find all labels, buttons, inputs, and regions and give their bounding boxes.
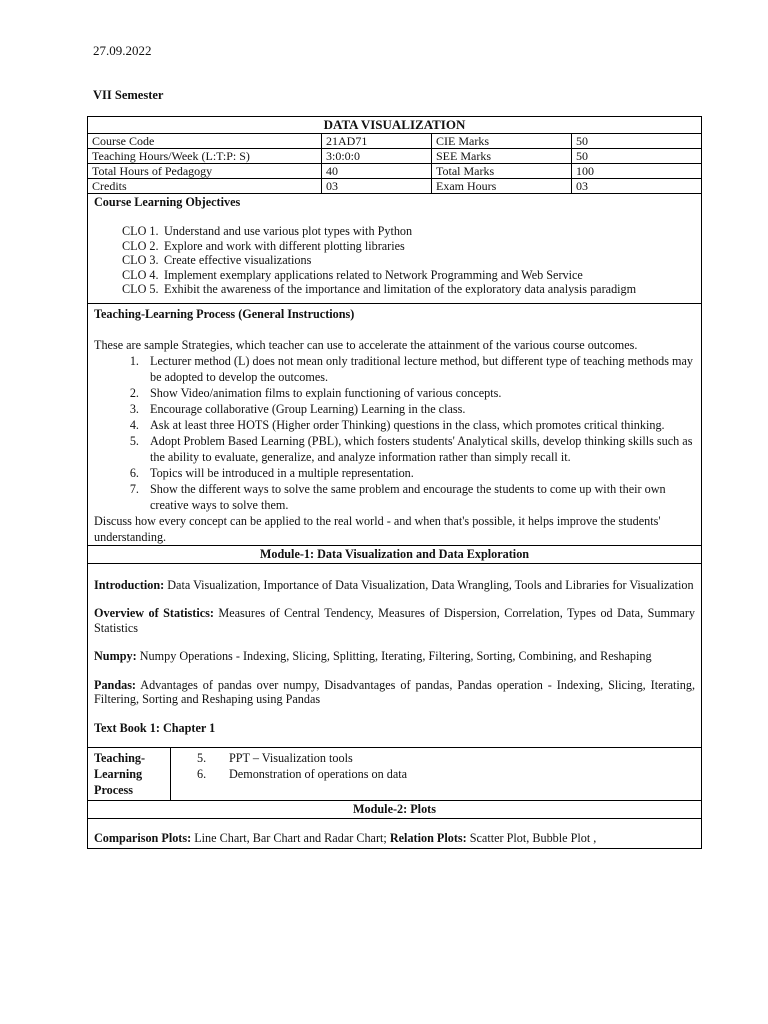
- list-item: [122, 239, 695, 254]
- topic-text: Advantages of pandas over numpy, Disadvantages of pandas, Pandas operation - Indexing, Slicing, Iterating, Filtering, Sorting and Reshaping using Pandas: [94, 677, 695, 706]
- table-cell: Credits: [88, 179, 322, 194]
- module1-introduction: [94, 578, 695, 593]
- list-item: [122, 224, 695, 239]
- list-item: [177, 750, 407, 766]
- topic-label: Comparison Plots:: [94, 831, 192, 845]
- table-cell: 40: [322, 164, 432, 179]
- list-item: 2. Show Video/animation films to explain functioning of various concepts.: [142, 385, 695, 401]
- table-cell: Teaching Hours/Week (L:T:P: S): [88, 149, 322, 164]
- list-item: [122, 253, 695, 268]
- clo-list: [122, 224, 695, 297]
- table-cell: SEE Marks: [432, 149, 572, 164]
- list-item: [122, 268, 695, 283]
- list-item: 4. Ask at least three HOTS (Higher order Thinking) questions in the class, which promotes critical thinking.: [142, 417, 695, 433]
- clo-section: [88, 194, 701, 304]
- topic-text: Measures of Central Tendency, Measures of Dispersion, Correlation, Types od Data, Summary Statistics: [94, 606, 695, 635]
- module2-heading: Module-2: Plots: [88, 801, 701, 819]
- table-row: [88, 134, 701, 149]
- table-cell: 3:0:0:0: [322, 149, 432, 164]
- item-number: 5.: [197, 751, 207, 765]
- clo-text: Implement exemplary applications related to Network Programming and Web Service: [164, 267, 583, 282]
- tlp-list: [171, 748, 413, 800]
- topic-label: Pandas:: [94, 677, 136, 692]
- list-item: 1. Lecturer method (L) does not mean only traditional lecture method, but different type of teaching methods may be adopted to develop the outcomes.: [142, 353, 695, 385]
- clo-text: Explore and work with different plotting libraries: [164, 238, 405, 253]
- module1-body: [88, 564, 701, 749]
- clo-id: CLO 2.: [122, 238, 159, 253]
- teaching-learning-section: [88, 305, 701, 546]
- list-item: [122, 282, 695, 297]
- tlp-closing: Discuss how every concept can be applied to the real world - and when that's possible, it helps improve the students' understanding.: [94, 513, 661, 544]
- list-item: 3. Encourage collaborative (Group Learning) Learning in the class.: [142, 401, 695, 417]
- table-cell: Exam Hours: [432, 179, 572, 194]
- tlp-label: Teaching-Learning Process: [88, 748, 171, 800]
- topic-label: Introduction:: [94, 577, 165, 592]
- topic-label: Overview of Statistics:: [94, 606, 214, 620]
- table-row: [88, 149, 701, 164]
- list-item: 7. Show the different ways to solve the same problem and encourage the students to come up with their own creative ways to solve them.: [142, 481, 695, 513]
- document-date: 27.09.2022: [93, 43, 152, 58]
- clo-id: CLO 4.: [122, 267, 159, 282]
- topic-label: Numpy:: [94, 649, 137, 663]
- table-row: [88, 164, 701, 179]
- table-cell: 50: [572, 134, 702, 149]
- table-cell: Total Hours of Pedagogy: [88, 164, 322, 179]
- table-row: [88, 179, 701, 194]
- table-cell: 21AD71: [322, 134, 432, 149]
- table-cell: 100: [572, 164, 702, 179]
- module1-textbook: Text Book 1: Chapter 1: [94, 720, 216, 735]
- clo-heading: Course Learning Objectives: [94, 195, 241, 209]
- module1-statistics: [94, 606, 695, 635]
- course-title: DATA VISUALIZATION: [88, 117, 701, 134]
- clo-text: Understand and use various plot types with Python: [164, 224, 413, 238]
- topic-text: Scatter Plot, Bubble Plot ,: [466, 831, 597, 845]
- clo-id: CLO 5.: [122, 282, 159, 296]
- semester-label: VII Semester: [93, 88, 164, 102]
- item-text: PPT – Visualization tools: [229, 751, 353, 765]
- clo-id: CLO 1.: [122, 224, 159, 238]
- tlp-steps-list: [94, 353, 695, 513]
- table-cell: CIE Marks: [432, 134, 572, 149]
- topic-text: Numpy Operations - Indexing, Slicing, Splitting, Iterating, Filtering, Sorting, Combining, and Reshaping: [136, 649, 652, 663]
- module2-body: [88, 819, 701, 848]
- topic-text: Data Visualization, Importance of Data Visualization, Data Wrangling, Tools and Libraries for Visualization: [164, 577, 694, 592]
- topic-label: Relation Plots:: [389, 831, 467, 845]
- topic-text: Line Chart, Bar Chart and Radar Chart;: [191, 831, 390, 845]
- list-item: 5. Adopt Problem Based Learning (PBL), which fosters students' Analytical skills, develop thinking skills such as the ability to evaluate, generalize, and analyze information rather than simply recall it.: [142, 433, 695, 465]
- module1-numpy: [94, 649, 695, 664]
- table-cell: 50: [572, 149, 702, 164]
- list-item: 6. Topics will be introduced in a multiple representation.: [142, 465, 695, 481]
- course-info-table: [88, 134, 701, 194]
- module1-heading: Module-1: Data Visualization and Data Exploration: [88, 546, 701, 564]
- table-cell: Course Code: [88, 134, 322, 149]
- tlp-intro: These are sample Strategies, which teacher can use to accelerate the attainment of the various course outcomes.: [94, 337, 638, 352]
- item-number: 6.: [197, 767, 207, 781]
- table-cell: 03: [322, 179, 432, 194]
- tlp-heading: Teaching-Learning Process (General Instructions): [94, 306, 355, 321]
- table-cell: 03: [572, 179, 702, 194]
- module1-pandas: [94, 678, 695, 707]
- syllabus-frame: [87, 116, 702, 849]
- module1-tlp-row: [88, 748, 701, 801]
- list-item: [177, 766, 407, 782]
- clo-text: Create effective visualizations: [164, 253, 312, 267]
- item-text: Demonstration of operations on data: [229, 767, 408, 781]
- clo-id: CLO 3.: [122, 253, 159, 267]
- clo-text: Exhibit the awareness of the importance and limitation of the exploratory data analysis paradigm: [164, 282, 637, 296]
- table-cell: Total Marks: [432, 164, 572, 179]
